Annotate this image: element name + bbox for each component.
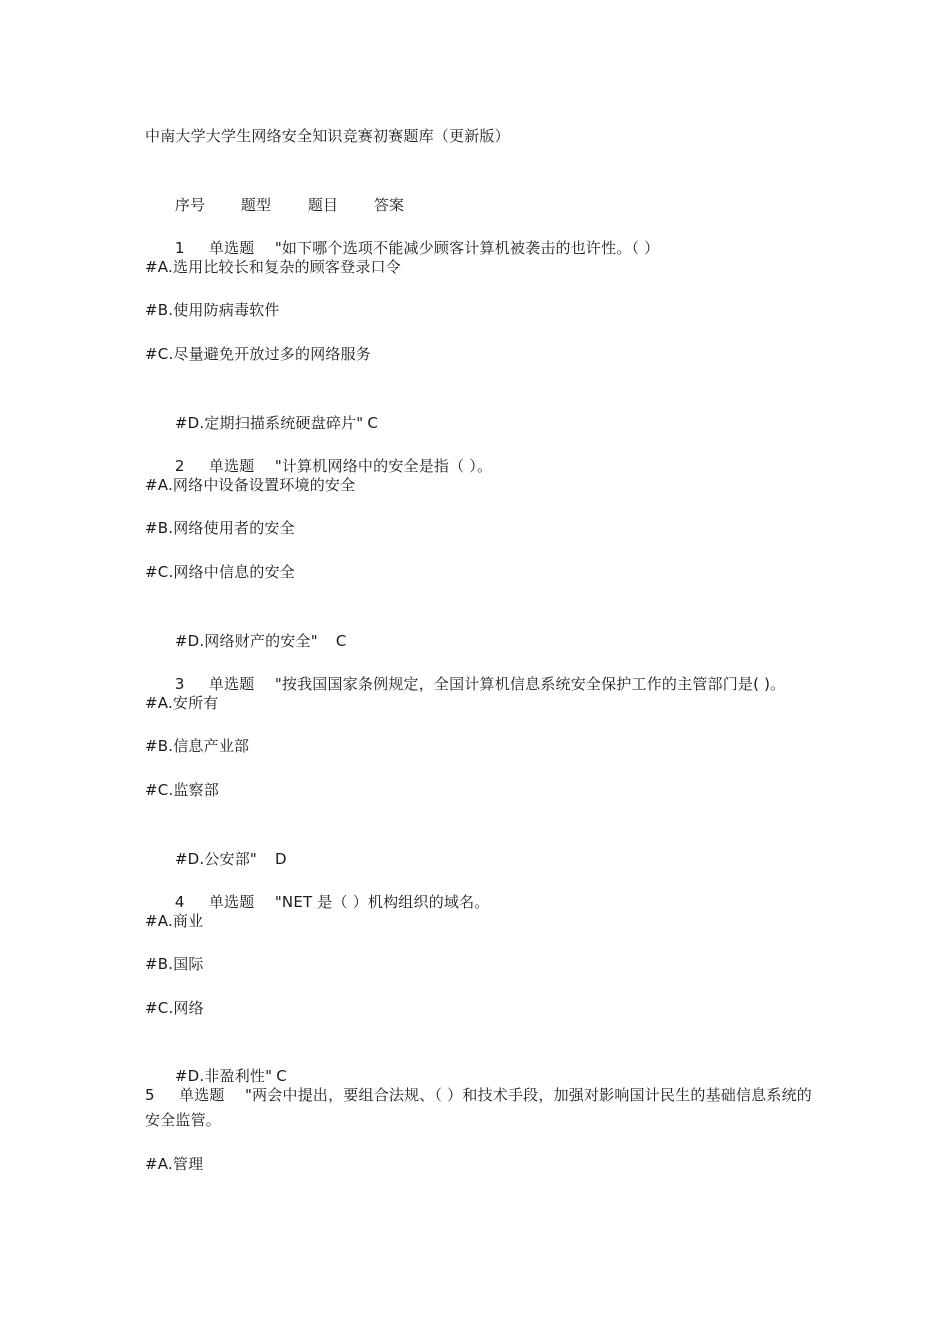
answer-letter: C (367, 413, 379, 432)
column-header-type: 题型 (240, 195, 272, 214)
document-body (145, 124, 825, 1195)
question-number: 5 (145, 1086, 155, 1105)
option-text: #D.定期扫描系统硬盘碎片" (174, 413, 364, 432)
option-line-with-answer (145, 1039, 825, 1086)
question-type: 单选题 (208, 675, 255, 694)
option-line: #C.尽量避免开放过多的网络服务 (145, 344, 372, 363)
question-type: 单选题 (208, 893, 255, 912)
option-text: #D.非盈利性" (174, 1067, 273, 1086)
option-line: #B.国际 (145, 955, 204, 974)
option-line: #A.管理 (145, 1154, 204, 1173)
option-text: #D.公安部" (174, 849, 257, 868)
answer-letter: D (275, 849, 287, 868)
answer-letter: C (335, 631, 347, 650)
option-line: #A.网络中设备设置环境的安全 (145, 475, 356, 494)
option-line: #C.网络中信息的安全 (145, 562, 296, 581)
option-line-with-answer (145, 822, 825, 868)
option-line: #B.信息产业部 (145, 737, 250, 756)
column-header-row (145, 168, 825, 214)
question-stem: "按我国国家条例规定，全国计算机信息系统安全保护工作的主管部门是( )。 (274, 675, 786, 694)
question-number: 4 (174, 893, 185, 912)
question-number: 1 (174, 239, 185, 258)
option-line-with-answer (145, 386, 825, 432)
option-line: #A.商业 (145, 911, 204, 930)
option-line: #A.选用比较长和复杂的顾客登录口令 (145, 257, 401, 276)
question-stem-row (145, 1083, 825, 1133)
document-title: 中南大学大学生网络安全知识竞赛初赛题库（更新版） (145, 127, 510, 145)
question-type: 单选题 (208, 239, 255, 258)
column-header-number: 序号 (174, 195, 206, 214)
question-stem: "计算机网络中的安全是指（ ）。 (274, 457, 493, 476)
question-stem: "两会中提出，要组合法规、（ ）和技术手段，加强对影响国计民生的基础信息系统的安全监管。 (145, 1086, 812, 1130)
option-line: #C.监察部 (145, 780, 220, 799)
option-line: #A.安所有 (145, 693, 219, 712)
column-header-answer: 答案 (373, 195, 405, 214)
question-stem: "如下哪个选项不能减少顾客计算机被袭击的也许性。（ ） (274, 239, 660, 258)
question-number: 3 (174, 675, 185, 694)
option-line: #B.网络使用者的安全 (145, 519, 295, 538)
option-text: #D.网络财产的安全" (174, 631, 318, 650)
option-line: #B.使用防病毒软件 (145, 301, 280, 320)
question-number: 2 (174, 457, 185, 476)
answer-letter: C (276, 1067, 287, 1086)
option-line: #C.网络 (145, 998, 204, 1017)
question-type: 单选题 (179, 1086, 225, 1105)
question-stem: "NET 是（ ）机构组织的域名。 (274, 893, 490, 912)
column-header-question: 题目 (307, 195, 339, 214)
option-line-with-answer (145, 604, 825, 650)
question-type: 单选题 (208, 457, 255, 476)
